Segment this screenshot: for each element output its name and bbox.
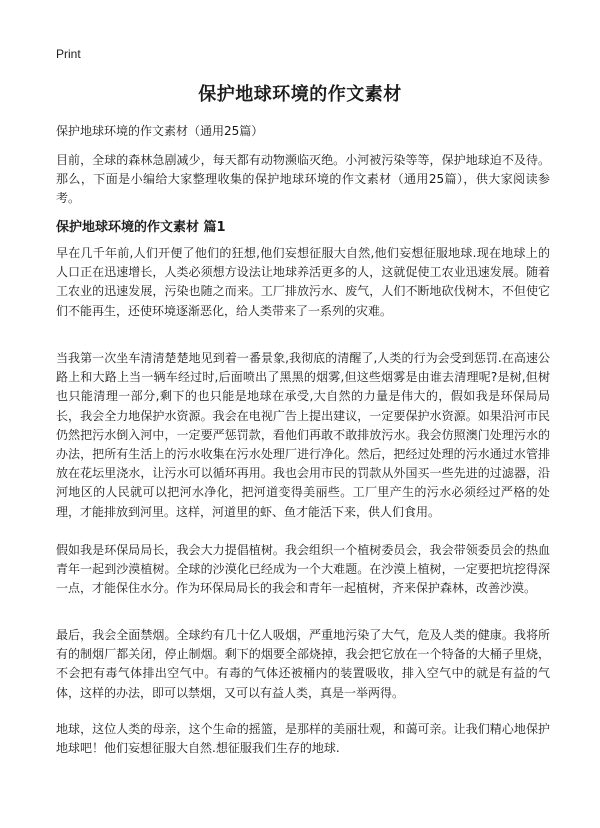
page-title: 保护地球环境的作文素材 [198,84,402,105]
intro-paragraph: 目前，全球的森林急剧减少，每天都有动物濒临灭绝。小河被污染等等，保护地球迫不及待。那么，下面是小编给大家整理收集的保护地球环境的作文素材（通用25篇），供大家阅读参考。 [56,153,550,206]
section-heading: 保护地球环境的作文素材 篇1 [56,220,226,235]
body-paragraph-4: 最后，我会全面禁烟。全球约有几十亿人吸烟，严重地污染了大气，危及人类的健康。我将所有的制烟厂都关闭，停止制烟。剩下的烟要全部烧掉，我会把它放在一个特备的大桶子里烧，不会把有毒气体排出空气中。有毒的气体还被桶内的装置吸收，排入空气中的就是有益的气体，这样的办法，即可以禁烟，又可以有益人类，真是一举两得。 [56,628,550,700]
body-paragraph-3: 假如我是环保局局长，我会大力提倡植树。我会组织一个植树委员会，我会带领委员会的热血青年一起到沙漠植树。全球的沙漠化已经成为一个大难题。在沙漠上植树，一定要把坑挖得深一点，才能保住水分。作为环保局局长的我会和青年一起植树，齐来保护森林，改善沙漠。 [56,543,550,596]
body-paragraph-2: 当我第一次坐车清清楚楚地见到着一番景象,我彻底的清醒了,人类的行为会受到惩罚.在高速公路上和大路上当一辆车经过时,后面喷出了黑黑的烟雾,但这些烟雾是由谁去清理呢?是树,但树也只能清理一部分,剩下的也只能是地球在承受,大自然的力量是伟大的，假如我是环保局局长，我会全力地保护水资源。我会在电视广告上提出建议，一定要保护水资源。如果沿河市民仍然把污水倒入河中，一定要严惩罚款，看他们再敢不敢排放污水。我会仿照澳门处理污水的办法，把所有生活上的污水收集在污水处理厂进行净化。然后，把经过处理的污水通过水管排放在花坛里浇水，让污水可以循环再用。我也会用市民的罚款从外国买一些先进的过滤器，沿河地区的人民就可以把河水净化，把河道变得美丽些。工厂里产生的污水必须经过严格的处理，才能排放到河里。这样，河道里的虾、鱼才能活下来，供人们食用。 [56,351,550,519]
body-paragraph-5: 地球，这位人类的母亲，这个生命的摇篮，是那样的美丽壮观，和蔼可亲。让我们精心地保护地球吧！他们妄想征服大自然.想征服我们生存的地球. [56,722,550,756]
print-link[interactable]: Print [56,47,81,61]
body-paragraph-1: 早在几千年前,人们开便了他们的狂想,他们妄想征服大自然,他们妄想征服地球.现在地球上的人口正在迅速增长，人类必须想方设法让地球养活更多的人，这就促使工农业迅速发展。随着工农业的迅速发展，污染也随之而来。工厂排放污水、废气，人们不断地砍伐树木，不但使它们不能再生，还使环境逐渐恶化，给人类带来了一系列的灾难。 [56,246,550,318]
document-subtitle: 保护地球环境的作文素材（通用25篇） [56,124,264,138]
